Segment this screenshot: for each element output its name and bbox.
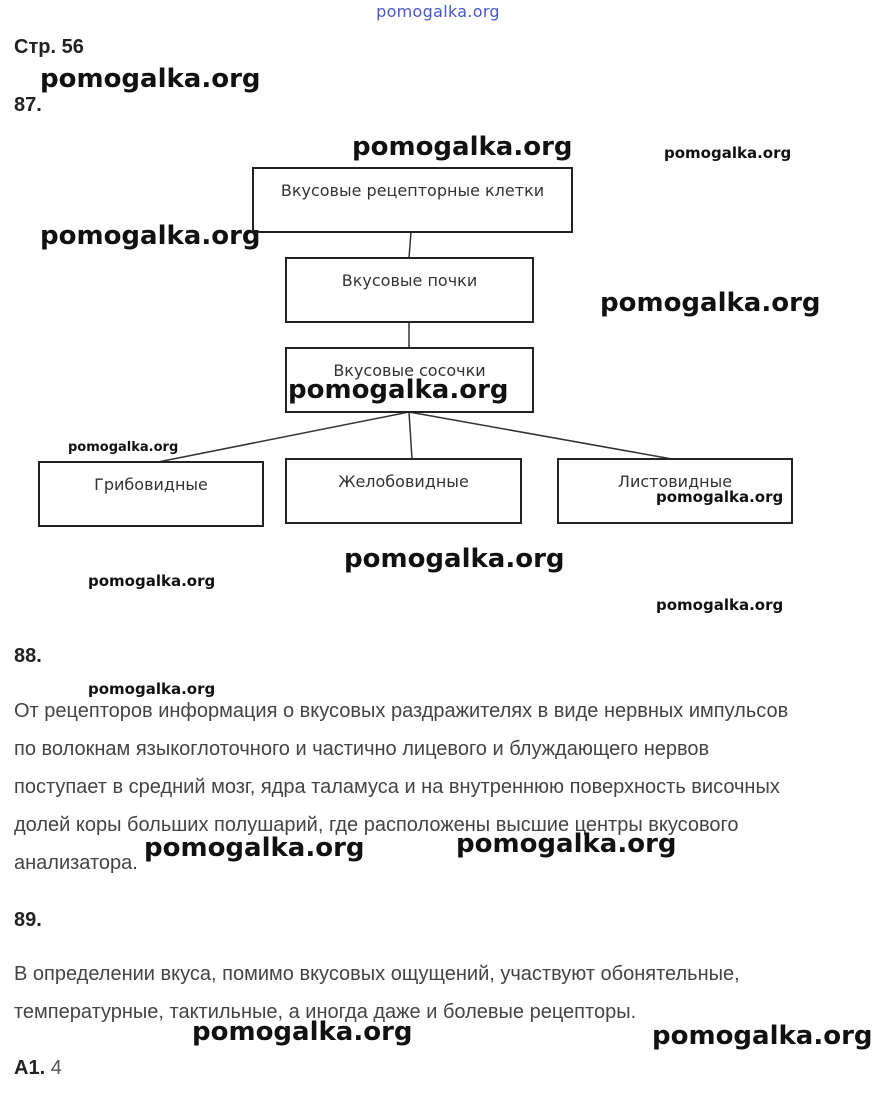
watermark-text: pomogalka.org: [144, 833, 365, 863]
question-87-number: 87.: [14, 94, 42, 116]
watermark-text: pomogalka.org: [656, 488, 784, 506]
answer-89-line: В определении вкуса, помимо вкусовых ощущений, участвуют обонятельные,: [14, 963, 740, 985]
diagram-leaf-fungiform-label: Грибовидные: [94, 475, 208, 494]
question-89-number: 89.: [14, 909, 42, 931]
connector-to-foliate: [409, 412, 672, 459]
connector-to-fungiform: [158, 412, 409, 462]
answer-89-line: температурные, тактильные, а иногда даже и болевые рецепторы.: [14, 1001, 637, 1023]
watermark-text: pomogalka.org: [352, 132, 573, 162]
watermark-text: pomogalka.org: [456, 829, 677, 859]
watermark-text: pomogalka.org: [288, 375, 509, 405]
watermark-text: pomogalka.org: [192, 1017, 413, 1047]
answer-88-line: поступает в средний мозг, ядра таламуса и на внутреннюю поверхность височных: [14, 776, 780, 798]
a1-answer: [14, 1057, 62, 1080]
watermark-text: pomogalka.org: [40, 221, 261, 251]
answer-88-line: долей коры больших полушарий, где расположены высшие центры вкусового: [14, 814, 739, 836]
diagram-node-taste-buds-label: Вкусовые почки: [341, 271, 478, 290]
connector-root-to-buds: [409, 232, 411, 258]
a1-label: А1.: [14, 1057, 46, 1079]
diagram-node-root: [252, 167, 573, 233]
watermark-text: pomogalka.org: [40, 64, 261, 94]
diagram-leaf-foliate-label: Листовидные: [617, 472, 733, 491]
diagram-node-root-label: Вкусовые рецепторные клетки: [280, 181, 545, 200]
page-label: Стр. 56: [14, 36, 84, 58]
a1-value: 4: [50, 1057, 62, 1079]
question-88-answer: [14, 692, 870, 882]
diagram-node-taste-buds: [285, 257, 534, 323]
watermark-text: pomogalka.org: [652, 1021, 873, 1051]
diagram-leaf-vallate-label: Желобовидные: [338, 472, 469, 491]
question-89-answer: [14, 955, 870, 1031]
diagram-leaf-fungiform: [38, 461, 264, 527]
top-watermark: pomogalka.org: [376, 2, 500, 21]
watermark-text: pomogalka.org: [664, 144, 792, 162]
diagram-node-papillae-label: Вкусовые сосочки: [333, 361, 486, 380]
answer-88-line: анализатора.: [14, 852, 138, 874]
watermark-text: pomogalka.org: [88, 572, 216, 590]
watermark-text: pomogalka.org: [344, 544, 565, 574]
watermark-text: pomogalka.org: [88, 680, 216, 698]
watermark-text: pomogalka.org: [656, 596, 784, 614]
connector-to-vallate: [409, 412, 412, 459]
diagram-leaf-vallate: [285, 458, 522, 524]
watermark-text: pomogalka.org: [68, 440, 179, 455]
answer-88-line: От рецепторов информация о вкусовых раздражителях в виде нервных импульсов: [14, 700, 789, 722]
watermark-text: pomogalka.org: [600, 288, 821, 318]
answer-88-line: по волокнам языкоглоточного и частично лицевого и блуждающего нервов: [14, 738, 710, 760]
question-88-number: 88.: [14, 645, 42, 667]
